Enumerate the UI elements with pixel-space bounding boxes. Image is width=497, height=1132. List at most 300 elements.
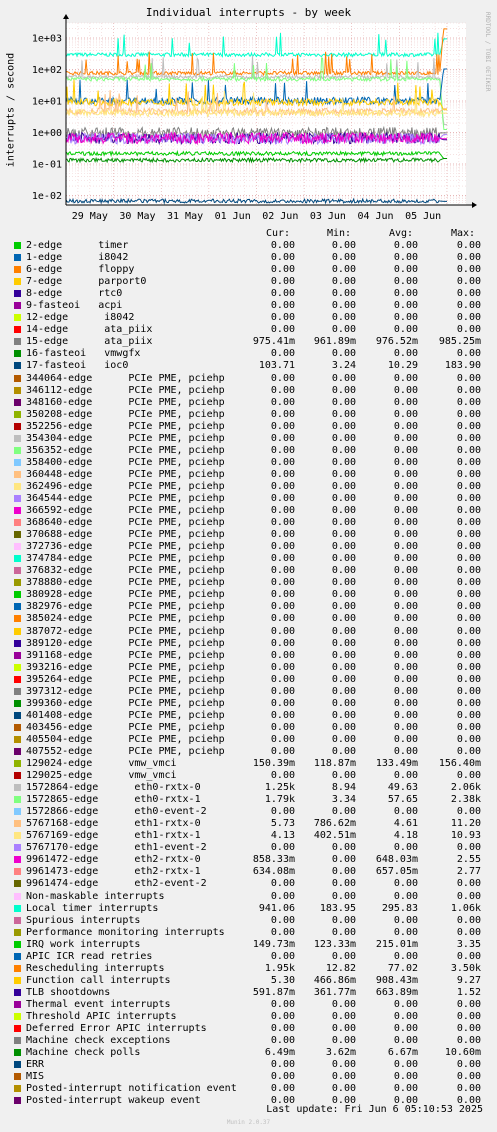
legend-swatch xyxy=(14,880,21,887)
legend-min-value: 0.00 xyxy=(331,842,356,854)
legend-cur-value: 941.06 xyxy=(258,902,295,914)
legend-avg-value: 0.00 xyxy=(393,396,418,408)
legend-row xyxy=(0,505,497,517)
legend-series-name: Threshold APIC interrupts xyxy=(26,1011,177,1022)
legend-max-value: 2.77 xyxy=(456,866,481,878)
legend-min-value: 0.00 xyxy=(331,673,356,685)
legend-max-value: 985.25m xyxy=(438,336,481,348)
legend-row xyxy=(0,939,497,951)
legend-cur-value: 0.00 xyxy=(270,529,295,541)
legend-min-value: 0.00 xyxy=(331,444,356,456)
legend-cur-value: 0.00 xyxy=(270,625,295,637)
legend-avg-value: 0.00 xyxy=(393,264,418,276)
legend-cur-value: 0.00 xyxy=(270,1035,295,1047)
legend-series-name: 407552-edge PCIe PME, pciehp xyxy=(26,745,225,757)
legend-min-value: 0.00 xyxy=(331,926,356,938)
legend-avg-value: 0.00 xyxy=(393,890,418,902)
legend-cur-value: 0.00 xyxy=(270,685,295,697)
legend-header-avg: Avg: xyxy=(389,228,414,239)
legend-max-value: 0.00 xyxy=(456,1035,481,1047)
legend-avg-value: 0.00 xyxy=(393,1083,418,1095)
legend-min-value: 0.00 xyxy=(331,240,356,251)
legend-avg-value: 0.00 xyxy=(393,372,418,384)
legend-swatch xyxy=(14,965,21,972)
legend-max-value: 0.00 xyxy=(456,733,481,745)
legend-cur-value: 0.00 xyxy=(270,589,295,601)
legend-swatch xyxy=(14,483,21,490)
legend-max-value: 0.00 xyxy=(456,926,481,938)
legend-cur-value: 0.00 xyxy=(270,432,295,444)
legend-min-value: 0.00 xyxy=(331,854,356,866)
legend-avg-value: 0.00 xyxy=(393,288,418,300)
legend-series-name: 9961472-edge eth2-rxtx-0 xyxy=(26,854,201,866)
legend-row xyxy=(0,818,497,830)
legend-swatch xyxy=(14,471,21,478)
legend-max-value: 0.00 xyxy=(456,601,481,613)
legend-min-value: 402.51m xyxy=(313,830,356,842)
legend-cur-value: 5.30 xyxy=(270,974,295,986)
legend-max-value: 183.90 xyxy=(444,360,481,372)
legend-max-value: 0.00 xyxy=(456,553,481,565)
legend-min-value: 0.00 xyxy=(331,264,356,276)
legend-max-value: 0.00 xyxy=(456,998,481,1010)
legend-max-value: 0.00 xyxy=(456,252,481,264)
legend-swatch xyxy=(14,941,21,948)
legend-max-value: 2.06k xyxy=(450,782,481,794)
legend-avg-value: 0.00 xyxy=(393,697,418,709)
legend-series-name: 401408-edge PCIe PME, pciehp xyxy=(26,709,225,721)
x-tick-label: 30 May xyxy=(119,211,156,222)
legend-series-name: Machine check exceptions xyxy=(26,1035,171,1047)
legend-cur-value: 591.87m xyxy=(252,986,295,998)
legend-max-value: 0.00 xyxy=(456,432,481,444)
legend-avg-value: 0.00 xyxy=(393,541,418,553)
legend-avg-value: 49.63 xyxy=(387,782,418,794)
legend-avg-value: 0.00 xyxy=(393,348,418,360)
legend-row xyxy=(0,674,497,686)
legend-series-name: 5767169-edge eth1-rxtx-1 xyxy=(26,830,201,842)
legend-avg-value: 0.00 xyxy=(393,926,418,938)
legend-max-value: 0.00 xyxy=(456,637,481,649)
legend-min-value: 0.00 xyxy=(331,312,356,324)
legend-series-name: 360448-edge PCIe PME, pciehp xyxy=(26,468,225,480)
legend-row xyxy=(0,758,497,770)
legend-avg-value: 0.00 xyxy=(393,950,418,962)
legend-min-value: 0.00 xyxy=(331,661,356,673)
legend-series-name: Thermal event interrupts xyxy=(26,998,171,1010)
legend-series-name: Posted-interrupt notification event xyxy=(26,1083,237,1095)
legend-avg-value: 0.00 xyxy=(393,745,418,757)
legend-cur-value: 0.00 xyxy=(270,842,295,854)
legend-series-name: 376832-edge PCIe PME, pciehp xyxy=(26,565,225,577)
legend-avg-value: 0.00 xyxy=(393,1023,418,1035)
legend-series-name: 395264-edge PCIe PME, pciehp xyxy=(26,673,225,685)
legend-row xyxy=(0,915,497,927)
legend-avg-value: 0.00 xyxy=(393,468,418,480)
legend-cur-value: 0.00 xyxy=(270,517,295,529)
legend-series-name: Machine check polls xyxy=(26,1047,141,1059)
legend-min-value: 0.00 xyxy=(331,408,356,420)
legend-row xyxy=(0,963,497,975)
legend-row xyxy=(0,722,497,734)
legend-series-name: 15-edge ata_piix xyxy=(26,336,153,348)
legend-min-value: 0.00 xyxy=(331,252,356,264)
legend-avg-value: 0.00 xyxy=(393,432,418,444)
legend-min-value: 0.00 xyxy=(331,529,356,541)
legend-row xyxy=(0,746,497,758)
legend-min-value: 0.00 xyxy=(331,685,356,697)
legend-min-value: 0.00 xyxy=(331,1059,356,1071)
legend-avg-value: 6.67m xyxy=(387,1047,418,1059)
legend-cur-value: 0.00 xyxy=(270,565,295,577)
legend-avg-value: 0.00 xyxy=(393,806,418,818)
legend-min-value: 0.00 xyxy=(331,601,356,613)
legend-swatch xyxy=(14,290,21,297)
legend-avg-value: 663.89m xyxy=(375,986,418,998)
legend-min-value: 0.00 xyxy=(331,866,356,878)
legend-series-name: 366592-edge PCIe PME, pciehp xyxy=(26,505,225,517)
legend-min-value: 0.00 xyxy=(331,372,356,384)
legend-cur-value: 858.33m xyxy=(252,854,295,866)
legend-cur-value: 0.00 xyxy=(270,420,295,432)
x-tick-label: 03 Jun xyxy=(309,211,346,222)
legend-cur-value: 0.00 xyxy=(270,492,295,504)
chart-title: Individual interrupts - by week xyxy=(145,6,352,19)
legend-swatch xyxy=(14,664,21,671)
legend-cur-value: 1.95k xyxy=(264,962,295,974)
legend-swatch xyxy=(14,808,21,815)
legend-swatch xyxy=(14,326,21,333)
legend-min-value: 0.00 xyxy=(331,1023,356,1035)
legend-swatch xyxy=(14,447,21,454)
legend-cur-value: 103.71 xyxy=(258,360,295,372)
legend-avg-value: 0.00 xyxy=(393,480,418,492)
legend-row xyxy=(0,1035,497,1047)
legend-avg-value: 0.00 xyxy=(393,324,418,336)
legend-row xyxy=(0,529,497,541)
legend-row xyxy=(0,975,497,987)
legend-series-name: 364544-edge PCIe PME, pciehp xyxy=(26,492,225,504)
legend-series-name: 389120-edge PCIe PME, pciehp xyxy=(26,637,225,649)
legend-max-value: 0.00 xyxy=(456,420,481,432)
legend-avg-value: 0.00 xyxy=(393,577,418,589)
y-axis-label: interrupts / second xyxy=(5,52,17,168)
legend-avg-value: 295.83 xyxy=(381,902,418,914)
legend-swatch xyxy=(14,784,21,791)
legend-row xyxy=(0,312,497,324)
legend-max-value: 0.00 xyxy=(456,589,481,601)
legend-min-value: 361.77m xyxy=(313,986,356,998)
legend-avg-value: 0.00 xyxy=(393,1059,418,1071)
legend-min-value: 0.00 xyxy=(331,300,356,312)
legend-max-value: 0.00 xyxy=(456,673,481,685)
legend-row xyxy=(0,288,497,300)
legend-avg-value: 0.00 xyxy=(393,770,418,782)
legend-cur-value: 0.00 xyxy=(270,480,295,492)
legend-swatch xyxy=(14,399,21,406)
legend-max-value: 0.00 xyxy=(456,806,481,818)
legend-series-name: ERR xyxy=(26,1059,45,1071)
legend-swatch xyxy=(14,760,21,767)
legend-max-value: 0.00 xyxy=(456,914,481,926)
legend-max-value: 0.00 xyxy=(456,384,481,396)
x-tick-label: 02 Jun xyxy=(262,211,299,222)
legend-min-value: 0.00 xyxy=(331,806,356,818)
y-tick-label: 1e-02 xyxy=(31,191,62,203)
legend-row xyxy=(0,903,497,915)
legend-avg-value: 0.00 xyxy=(393,1035,418,1047)
legend-max-value: 0.00 xyxy=(456,324,481,336)
legend-max-value: 0.00 xyxy=(456,565,481,577)
legend-max-value: 0.00 xyxy=(456,492,481,504)
legend-max-value: 0.00 xyxy=(456,878,481,890)
legend-avg-value: 0.00 xyxy=(393,240,418,251)
legend-cur-value: 0.00 xyxy=(270,288,295,300)
legend-series-name: 346112-edge PCIe PME, pciehp xyxy=(26,384,225,396)
legend-series-name: 370688-edge PCIe PME, pciehp xyxy=(26,529,225,541)
legend-avg-value: 0.00 xyxy=(393,312,418,324)
legend-swatch xyxy=(14,1013,21,1020)
legend-row xyxy=(0,336,497,348)
legend-cur-value: 0.00 xyxy=(270,372,295,384)
legend-row xyxy=(0,553,497,565)
legend-min-value: 0.00 xyxy=(331,324,356,336)
legend-series-name: 8-edge rtc0 xyxy=(26,288,123,300)
legend-swatch xyxy=(14,868,21,875)
legend-cur-value: 0.00 xyxy=(270,770,295,782)
legend-min-value: 0.00 xyxy=(331,1071,356,1083)
legend-min-value: 0.00 xyxy=(331,649,356,661)
legend-series-name: 9-fasteoi acpi xyxy=(26,300,123,312)
legend-series-name: 350208-edge PCIe PME, pciehp xyxy=(26,408,225,420)
legend-swatch xyxy=(14,254,21,261)
legend-max-value: 1.06k xyxy=(450,902,481,914)
y-tick-label: 1e+02 xyxy=(31,65,62,77)
legend-series-name: 382976-edge PCIe PME, pciehp xyxy=(26,601,225,613)
legend-series-name: Non-maskable interrupts xyxy=(26,890,165,902)
legend-row xyxy=(0,1059,497,1071)
legend-cur-value: 0.00 xyxy=(270,890,295,902)
legend-series-name: 1572864-edge eth0-rxtx-0 xyxy=(26,782,201,794)
legend-row xyxy=(0,1023,497,1035)
legend-series-name: 374784-edge PCIe PME, pciehp xyxy=(26,553,225,565)
legend-swatch xyxy=(14,724,21,731)
legend-swatch xyxy=(14,772,21,779)
legend-min-value: 123.33m xyxy=(313,938,356,950)
legend-cur-value: 0.00 xyxy=(270,408,295,420)
legend-series-name: 354304-edge PCIe PME, pciehp xyxy=(26,432,225,444)
legend-min-value: 0.00 xyxy=(331,770,356,782)
legend-row xyxy=(0,493,497,505)
legend-cur-value: 5.73 xyxy=(270,818,295,830)
legend-avg-value: 0.00 xyxy=(393,673,418,685)
legend-avg-value: 0.00 xyxy=(393,456,418,468)
legend-row xyxy=(0,373,497,385)
legend-swatch xyxy=(14,387,21,394)
legend-series-name: Spurious interrupts xyxy=(26,914,141,926)
legend-swatch xyxy=(14,856,21,863)
legend-avg-value: 0.00 xyxy=(393,505,418,517)
legend-swatch xyxy=(14,953,21,960)
legend-avg-value: 0.00 xyxy=(393,878,418,890)
legend-series-name: Function call interrupts xyxy=(26,974,171,986)
legend-series-name: 2-edge timer xyxy=(26,240,129,251)
legend-avg-value: 0.00 xyxy=(393,842,418,854)
legend-swatch xyxy=(14,459,21,466)
legend-swatch xyxy=(14,350,21,357)
legend-max-value: 0.00 xyxy=(456,661,481,673)
legend-row xyxy=(0,650,497,662)
legend-series-name: 14-edge ata_piix xyxy=(26,324,153,336)
legend-min-value: 0.00 xyxy=(331,733,356,745)
legend-avg-value: 0.00 xyxy=(393,661,418,673)
legend-row xyxy=(0,397,497,409)
legend-series-name: 1572865-edge eth0-rxtx-1 xyxy=(26,794,201,806)
legend-swatch xyxy=(14,555,21,562)
legend-swatch xyxy=(14,917,21,924)
legend-max-value: 0.00 xyxy=(456,300,481,312)
legend-max-value: 0.00 xyxy=(456,649,481,661)
legend-swatch xyxy=(14,1001,21,1008)
legend-swatch xyxy=(14,820,21,827)
legend-avg-value: 0.00 xyxy=(393,998,418,1010)
legend-row xyxy=(0,854,497,866)
legend-min-value: 0.00 xyxy=(331,950,356,962)
legend-max-value: 0.00 xyxy=(456,240,481,251)
legend-series-name: 5767168-edge eth1-rxtx-0 xyxy=(26,818,201,830)
legend-min-value: 0.00 xyxy=(331,1011,356,1022)
legend-cur-value: 0.00 xyxy=(270,926,295,938)
legend-cur-value: 0.00 xyxy=(270,577,295,589)
legend-row xyxy=(0,1083,497,1095)
legend-avg-value: 0.00 xyxy=(393,420,418,432)
legend-row xyxy=(0,541,497,553)
legend-min-value: 0.00 xyxy=(331,432,356,444)
legend-min-value: 0.00 xyxy=(331,625,356,637)
legend-series-name: 368640-edge PCIe PME, pciehp xyxy=(26,517,225,529)
legend-series-name: 385024-edge PCIe PME, pciehp xyxy=(26,613,225,625)
legend-avg-value: 0.00 xyxy=(393,384,418,396)
legend-cur-value: 0.00 xyxy=(270,541,295,553)
legend-swatch xyxy=(14,688,21,695)
legend-swatch xyxy=(14,748,21,755)
legend-avg-value: 215.01m xyxy=(375,938,418,950)
legend-cur-value: 1.25k xyxy=(264,782,295,794)
legend-min-value: 0.00 xyxy=(331,577,356,589)
legend-max-value: 11.20 xyxy=(450,818,481,830)
legend-series-name: 372736-edge PCIe PME, pciehp xyxy=(26,541,225,553)
legend-max-value: 0.00 xyxy=(456,1011,481,1022)
legend-row xyxy=(0,565,497,577)
legend-series-name: 12-edge i8042 xyxy=(26,312,135,324)
legend-max-value: 0.00 xyxy=(456,685,481,697)
legend-cur-value: 975.41m xyxy=(252,336,295,348)
legend-series-name: Local timer interrupts xyxy=(26,902,159,914)
legend-min-value: 0.00 xyxy=(331,420,356,432)
legend-row xyxy=(0,300,497,312)
legend-min-value: 183.95 xyxy=(319,902,356,914)
legend-min-value: 0.00 xyxy=(331,1035,356,1047)
legend-row xyxy=(0,878,497,890)
legend-max-value: 0.00 xyxy=(456,456,481,468)
legend-max-value: 0.00 xyxy=(456,1071,481,1083)
legend-min-value: 0.00 xyxy=(331,276,356,288)
legend-min-value: 0.00 xyxy=(331,745,356,757)
legend-min-value: 0.00 xyxy=(331,541,356,553)
legend-swatch xyxy=(14,929,21,936)
legend-min-value: 0.00 xyxy=(331,553,356,565)
legend-series-name: 378880-edge PCIe PME, pciehp xyxy=(26,577,225,589)
x-tick-label: 01 Jun xyxy=(214,211,251,222)
legend-row xyxy=(0,891,497,903)
legend-row xyxy=(0,517,497,529)
legend-min-value: 0.00 xyxy=(331,505,356,517)
legend-row xyxy=(0,385,497,397)
legend-min-value: 786.62m xyxy=(313,818,356,830)
legend-row xyxy=(0,348,497,360)
legend-swatch xyxy=(14,893,21,900)
legend-series-name: Deferred Error APIC interrupts xyxy=(26,1023,207,1035)
legend-max-value: 0.00 xyxy=(456,312,481,324)
legend-swatch xyxy=(14,302,21,309)
legend-cur-value: 0.00 xyxy=(270,456,295,468)
legend-header-cur: Cur: xyxy=(266,228,291,239)
legend-avg-value: 0.00 xyxy=(393,685,418,697)
y-tick-label: 1e+03 xyxy=(31,33,62,45)
legend-min-value: 0.00 xyxy=(331,637,356,649)
legend-min-value: 0.00 xyxy=(331,565,356,577)
legend-series-name: 391168-edge PCIe PME, pciehp xyxy=(26,649,225,661)
legend-swatch xyxy=(14,242,21,249)
legend-series-name: 7-edge parport0 xyxy=(26,276,147,288)
legend-cur-value: 0.00 xyxy=(270,312,295,324)
legend-cur-value: 0.00 xyxy=(270,998,295,1010)
legend-row xyxy=(0,1047,497,1059)
legend-min-value: 0.00 xyxy=(331,890,356,902)
legend-swatch xyxy=(14,1037,21,1044)
legend-row xyxy=(0,421,497,433)
legend-swatch xyxy=(14,832,21,839)
legend-avg-value: 10.29 xyxy=(387,360,418,372)
legend-max-value: 0.00 xyxy=(456,372,481,384)
legend-swatch xyxy=(14,411,21,418)
legend-min-value: 0.00 xyxy=(331,492,356,504)
legend-max-value: 0.00 xyxy=(456,770,481,782)
legend-cur-value: 0.00 xyxy=(270,601,295,613)
legend-min-value: 0.00 xyxy=(331,384,356,396)
legend-cur-value: 4.13 xyxy=(270,830,295,842)
legend-swatch xyxy=(14,628,21,635)
legend-header xyxy=(0,228,497,240)
legend-cur-value: 0.00 xyxy=(270,733,295,745)
legend-cur-value: 0.00 xyxy=(270,697,295,709)
legend-series-name: 356352-edge PCIe PME, pciehp xyxy=(26,444,225,456)
legend-max-value: 0.00 xyxy=(456,348,481,360)
legend-min-value: 0.00 xyxy=(331,613,356,625)
legend-swatch xyxy=(14,796,21,803)
legend-min-value: 0.00 xyxy=(331,1083,356,1095)
legend-series-name: 9961474-edge eth2-event-2 xyxy=(26,878,207,890)
legend-avg-value: 77.02 xyxy=(387,962,418,974)
y-tick-label: 1e-01 xyxy=(31,159,62,171)
legend-cur-value: 0.00 xyxy=(270,1011,295,1022)
legend-avg-value: 0.00 xyxy=(393,709,418,721)
legend-series-name: 1572866-edge eth0-event-2 xyxy=(26,806,207,818)
legend-swatch xyxy=(14,1073,21,1080)
legend-cur-value: 0.00 xyxy=(270,745,295,757)
legend-row xyxy=(0,806,497,818)
legend-max-value: 0.00 xyxy=(456,950,481,962)
